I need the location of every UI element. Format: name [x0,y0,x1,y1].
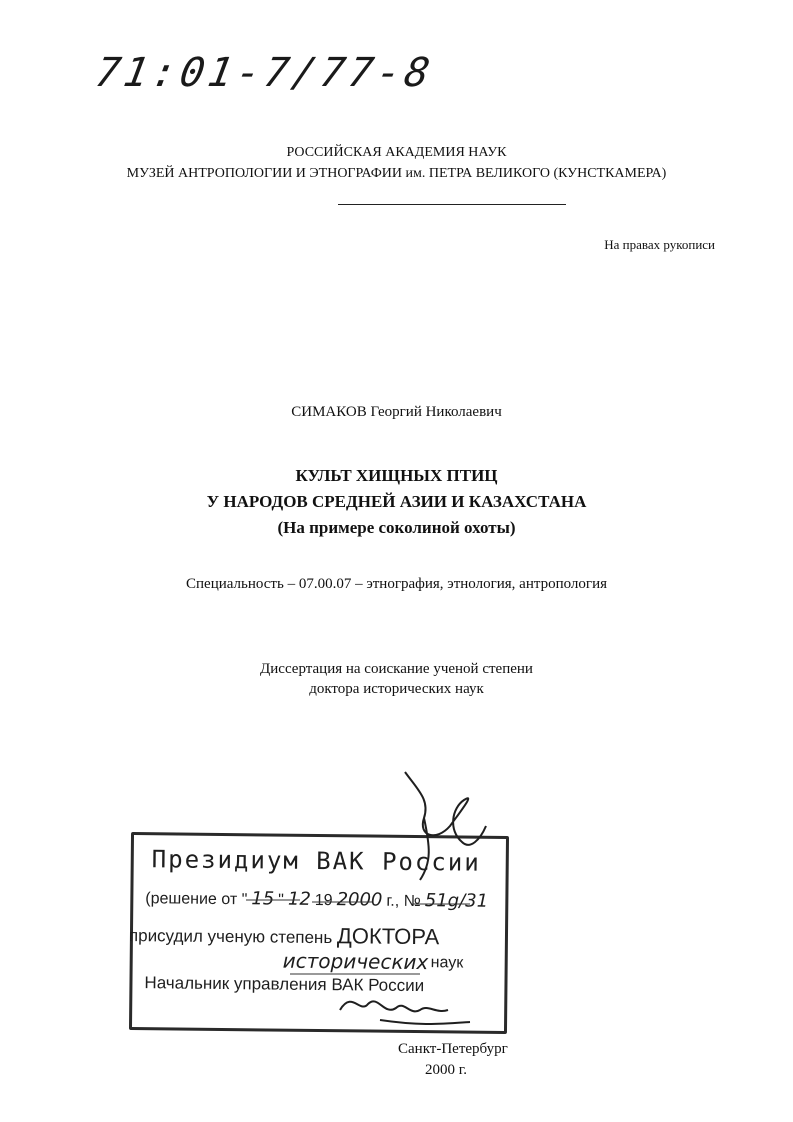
title-line-2: У НАРОДОВ СРЕДНЕЙ АЗИИ И КАЗАХСТАНА [206,492,587,511]
stamp-field-handwritten: исторических [282,948,429,975]
stamp-decision-prefix: (решение от " [145,890,248,909]
stamp-chief: Начальник управления ВАК России [144,973,425,996]
stamp-decision-day: 15 [251,888,275,910]
manuscript-rights-note: На правах рукописи [604,237,715,252]
stamp-decision-number: 51g/31 [424,890,489,912]
dissertation-line-1: Диссертация на соискание ученой степени [260,661,533,677]
stamp-awarded-degree: ДОКТОРА [336,923,440,950]
footer-city: Санкт-Петербург [398,1041,508,1057]
organization-line-1: РОССИЙСКАЯ АКАДЕМИЯ НАУК [286,145,507,160]
specialty-line: Специальность – 07.00.07 – этнография, этнология, антропология [186,576,607,592]
header-divider [338,204,566,205]
footer-year: 2000 г. [425,1062,467,1078]
stamp-decision-year-prefix: 19 [314,891,333,910]
stamp-decision-year-suffix: г., № [386,892,421,911]
dissertation-line-2: доктора исторических наук [309,681,484,697]
stamp-awarded-line [129,921,440,950]
stamp-title: Президиум ВАК России [151,845,481,877]
stamp-field-suffix: наук [430,954,464,972]
handwritten-archive-number: 71:01-7/77-8 [91,50,438,96]
organization-line-2: МУЗЕЙ АНТРОПОЛОГИИ И ЭТНОГРАФИИ им. ПЕТРА ВЕЛИКОГО (КУНСТКАМЕРА) [126,166,667,181]
author-name: СИМАКОВ Георгий Николаевич [291,404,502,420]
title-subtitle: (На примере соколиной охоты) [277,518,516,537]
vak-stamp [129,832,509,1034]
stamp-decision-year: 2000 [336,889,383,911]
title-line-1: КУЛЬТ ХИЩНЫХ ПТИЦ [295,466,498,485]
stamp-decision-line [145,887,492,912]
stamp-decision-month-sep: " [278,891,285,909]
stamp-awarded-prefix: присудил ученую степень [128,926,333,948]
stamp-decision-month: 12 [287,888,311,910]
